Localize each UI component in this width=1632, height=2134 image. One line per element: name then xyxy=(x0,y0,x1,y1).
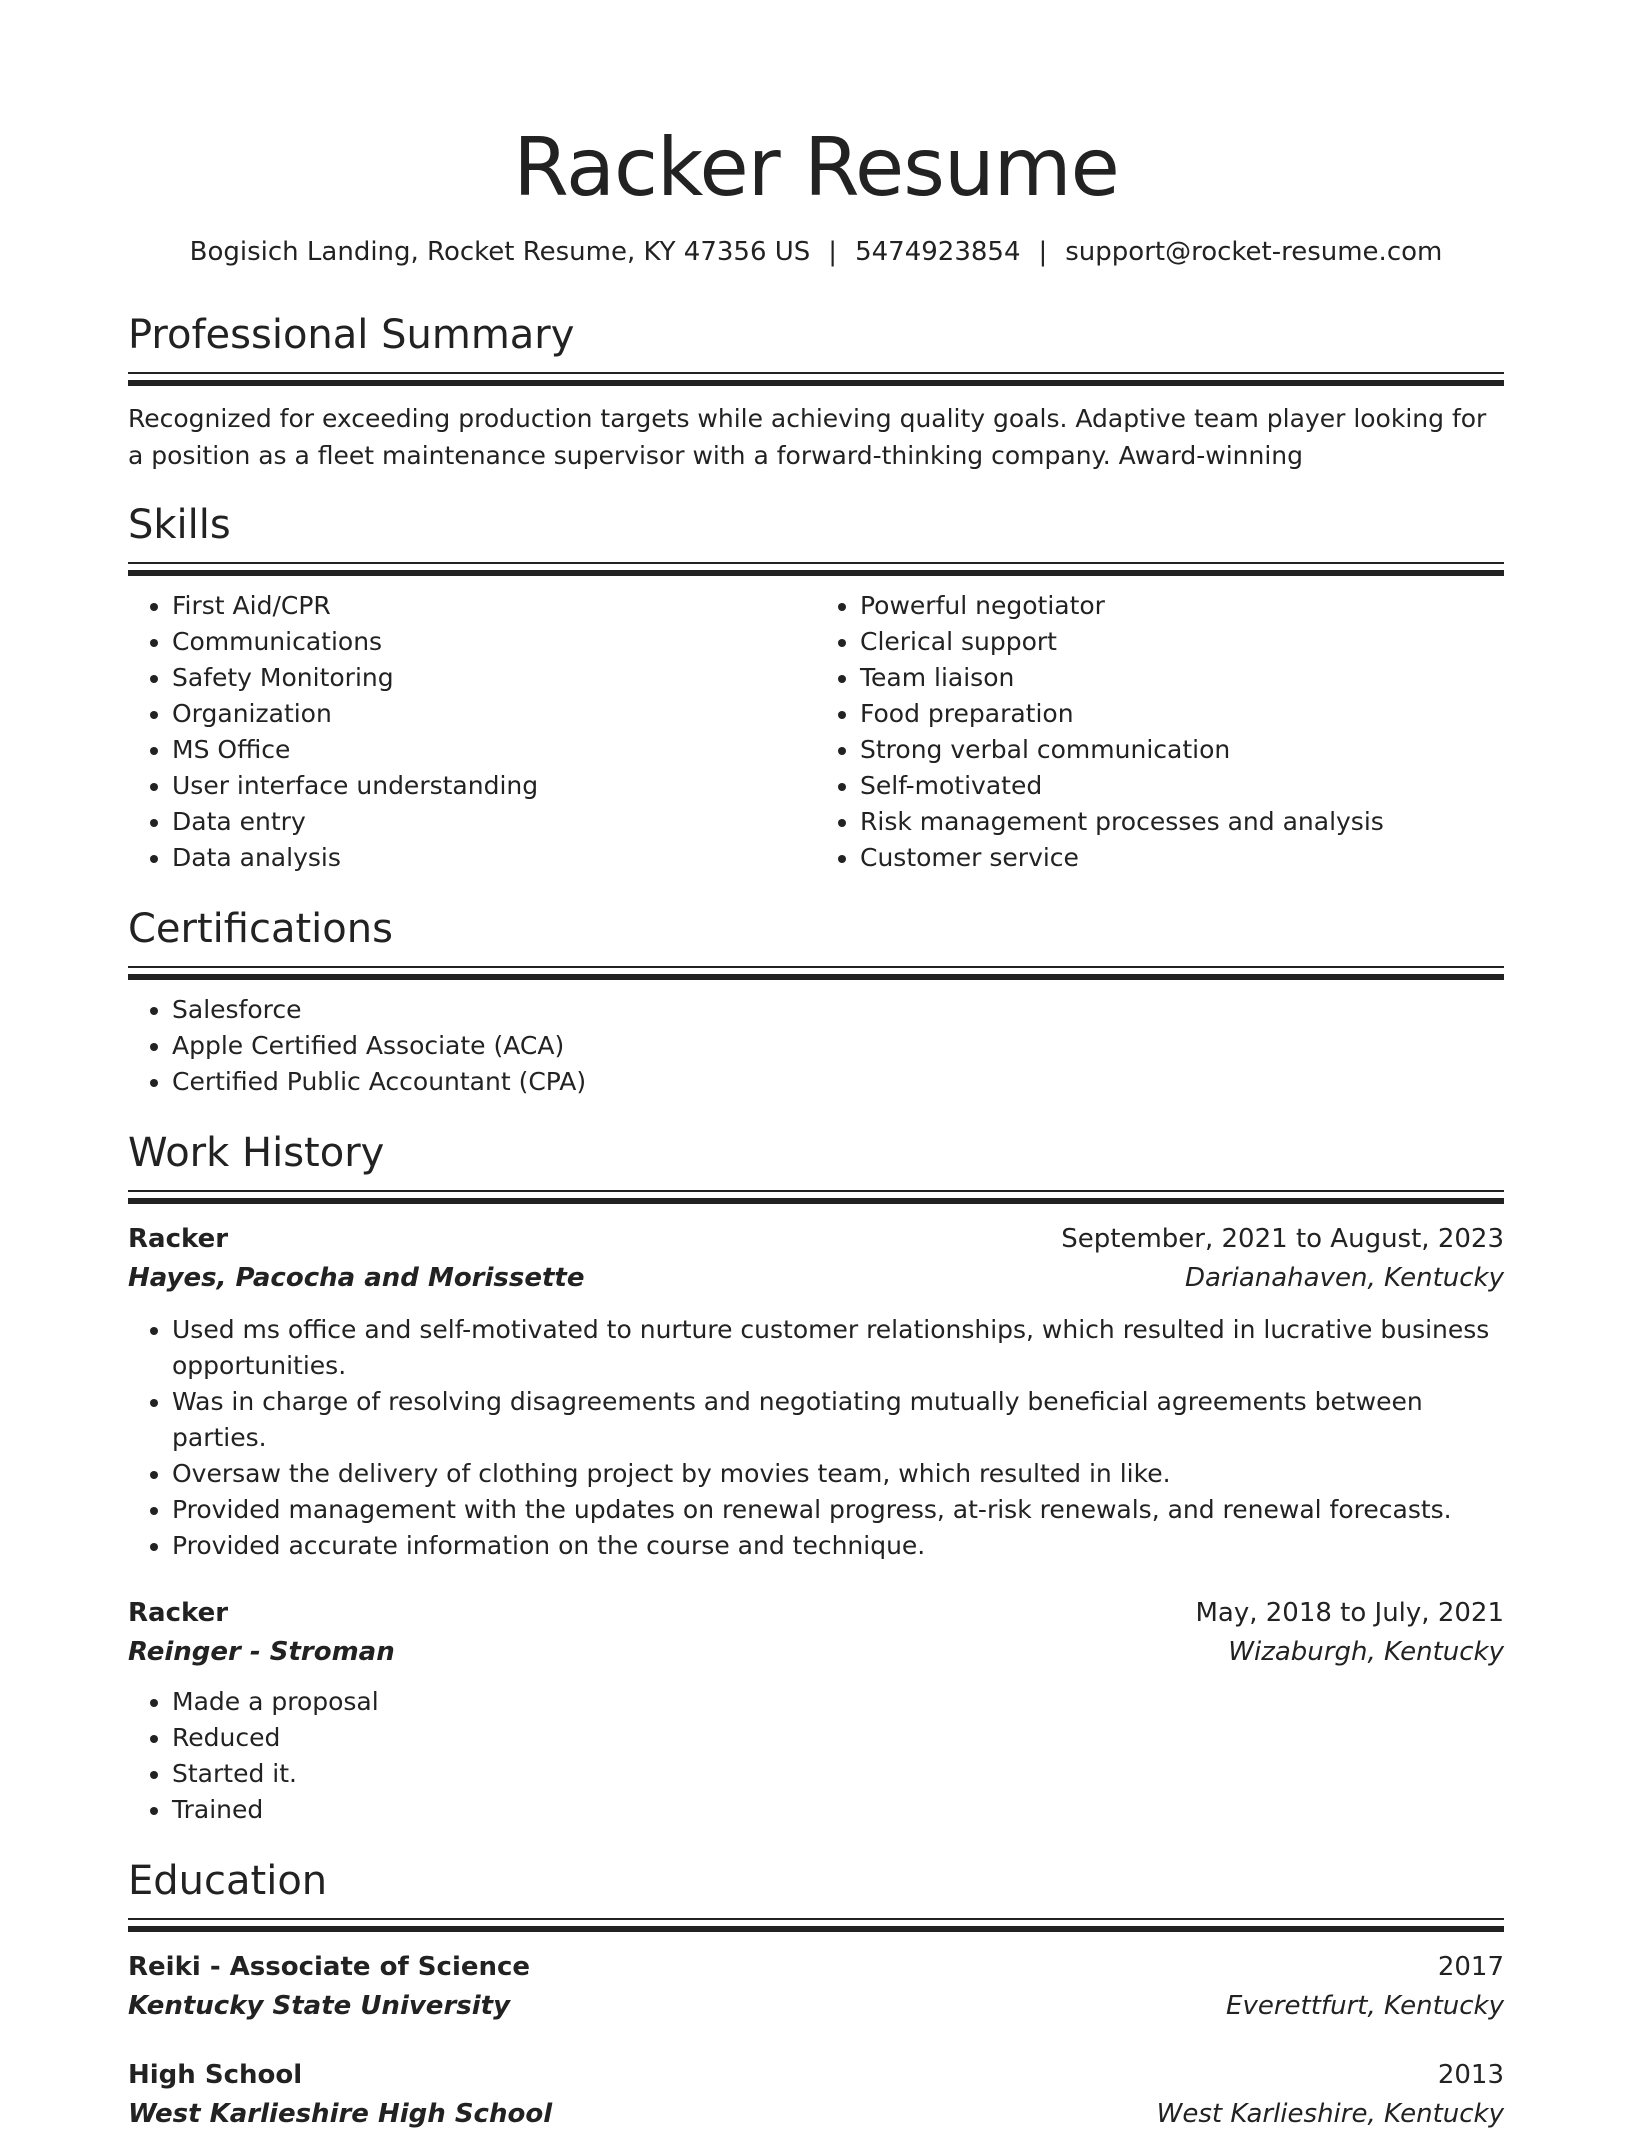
work-history-section xyxy=(128,1128,1504,1828)
list-item: • Certified Public Accountant (CPA) xyxy=(172,1064,1504,1100)
list-item: • Team liaison xyxy=(860,660,1504,696)
school-name: Kentucky State University xyxy=(128,1991,511,2021)
education-subheader xyxy=(128,1986,1504,2026)
graduation-year: 2017 xyxy=(1437,1952,1504,1982)
job-location: Wizaburgh, Kentucky xyxy=(1228,1637,1504,1667)
list-item: • Food preparation xyxy=(860,696,1504,732)
job-location: Darianahaven, Kentucky xyxy=(1184,1263,1504,1293)
job-bullets xyxy=(128,1684,1504,1828)
section-rule-thick xyxy=(128,570,1504,576)
job-title: Racker xyxy=(128,1224,229,1254)
summary-section xyxy=(128,310,1504,474)
skills-columns xyxy=(128,588,1504,876)
school-location: West Karlieshire, Kentucky xyxy=(1156,2099,1504,2129)
education-header xyxy=(128,1948,1504,1986)
education-header xyxy=(128,2056,1504,2094)
job-entry xyxy=(128,1594,1504,1828)
section-rule xyxy=(128,372,1504,374)
section-rule-thick xyxy=(128,380,1504,386)
list-item: • Was in charge of resolving disagreements and negotiating mutually beneficial agreements between parties. xyxy=(172,1384,1504,1456)
job-dates: May, 2018 to July, 2021 xyxy=(1195,1598,1504,1628)
job-header xyxy=(128,1594,1504,1632)
section-rule xyxy=(128,1190,1504,1192)
section-title-skills: Skills xyxy=(128,502,231,548)
list-item: • Data entry xyxy=(172,804,816,840)
education-entry xyxy=(128,2056,1504,2134)
address: Bogisich Landing, Rocket Resume, KY 47356 US xyxy=(189,237,811,267)
separator: | xyxy=(1038,237,1048,267)
list-item: • Strong verbal communication xyxy=(860,732,1504,768)
list-item: • Clerical support xyxy=(860,624,1504,660)
list-item: • Used ms office and self-motivated to nurture customer relationships, which resulted in lucrative business opportunities. xyxy=(172,1312,1504,1384)
email: support@rocket-resume.com xyxy=(1065,237,1443,267)
job-bullets xyxy=(128,1312,1504,1564)
job-title: Racker xyxy=(128,1598,229,1628)
education-section xyxy=(128,1856,1504,2134)
school-location: Everettfurt, Kentucky xyxy=(1226,1991,1504,2021)
school-name: West Karlieshire High School xyxy=(128,2099,553,2129)
job-entry xyxy=(128,1220,1504,1564)
job-dates: September, 2021 to August, 2023 xyxy=(1061,1224,1504,1254)
separator: | xyxy=(828,237,838,267)
job-subheader xyxy=(128,1632,1504,1672)
section-title-work: Work History xyxy=(128,1130,385,1176)
graduation-year: 2013 xyxy=(1437,2060,1504,2090)
employer-name: Hayes, Pacocha and Morissette xyxy=(128,1263,585,1293)
section-title-education: Education xyxy=(128,1858,328,1904)
section-title-summary: Professional Summary xyxy=(128,312,575,358)
section-title-certifications: Certifications xyxy=(128,906,393,952)
list-item: • Apple Certified Associate (ACA) xyxy=(172,1028,1504,1064)
section-rule-thick xyxy=(128,1926,1504,1932)
list-item: • Provided management with the updates on renewal progress, at-risk renewals, and renewal forecasts. xyxy=(172,1492,1504,1528)
skills-list-right xyxy=(816,588,1504,876)
section-rule-thick xyxy=(128,1198,1504,1204)
list-item: • First Aid/CPR xyxy=(172,588,816,624)
skills-list-left xyxy=(128,588,816,876)
list-item: • Communications xyxy=(172,624,816,660)
list-item: • Risk management processes and analysis xyxy=(860,804,1504,840)
education-subheader xyxy=(128,2094,1504,2134)
degree: Reiki - Associate of Science xyxy=(128,1952,531,1982)
list-item: • Data analysis xyxy=(172,840,816,876)
contact-line xyxy=(128,232,1504,272)
education-entry xyxy=(128,1948,1504,2026)
list-item: • Salesforce xyxy=(172,992,1504,1028)
resume-name: Racker Resume xyxy=(513,121,1119,214)
certifications-list xyxy=(128,992,1504,1100)
list-item: • Customer service xyxy=(860,840,1504,876)
list-item: • Oversaw the delivery of clothing project by movies team, which resulted in like. xyxy=(172,1456,1504,1492)
list-item: • Powerful negotiator xyxy=(860,588,1504,624)
job-header xyxy=(128,1220,1504,1258)
list-item: • Reduced xyxy=(172,1720,1504,1756)
list-item: • Started it. xyxy=(172,1756,1504,1792)
job-subheader xyxy=(128,1258,1504,1298)
summary-text: Recognized for exceeding production targets while achieving quality goals. Adaptive team player looking for a position as a fleet maintenance supervisor with a forward-thinking company. Award-winning xyxy=(128,404,1487,470)
phone: 5474923854 xyxy=(855,237,1021,267)
section-rule xyxy=(128,966,1504,968)
list-item: • Self-motivated xyxy=(860,768,1504,804)
list-item: • Organization xyxy=(172,696,816,732)
degree: High School xyxy=(128,2060,303,2090)
section-rule xyxy=(128,562,1504,564)
list-item: • Made a proposal xyxy=(172,1684,1504,1720)
section-rule xyxy=(128,1918,1504,1920)
certifications-section xyxy=(128,904,1504,1100)
skills-section xyxy=(128,500,1504,876)
list-item: • Trained xyxy=(172,1792,1504,1828)
employer-name: Reinger - Stroman xyxy=(128,1637,395,1667)
list-item: • Provided accurate information on the course and technique. xyxy=(172,1528,1504,1564)
list-item: • User interface understanding xyxy=(172,768,816,804)
list-item: • Safety Monitoring xyxy=(172,660,816,696)
section-rule-thick xyxy=(128,974,1504,980)
list-item: • MS Office xyxy=(172,732,816,768)
